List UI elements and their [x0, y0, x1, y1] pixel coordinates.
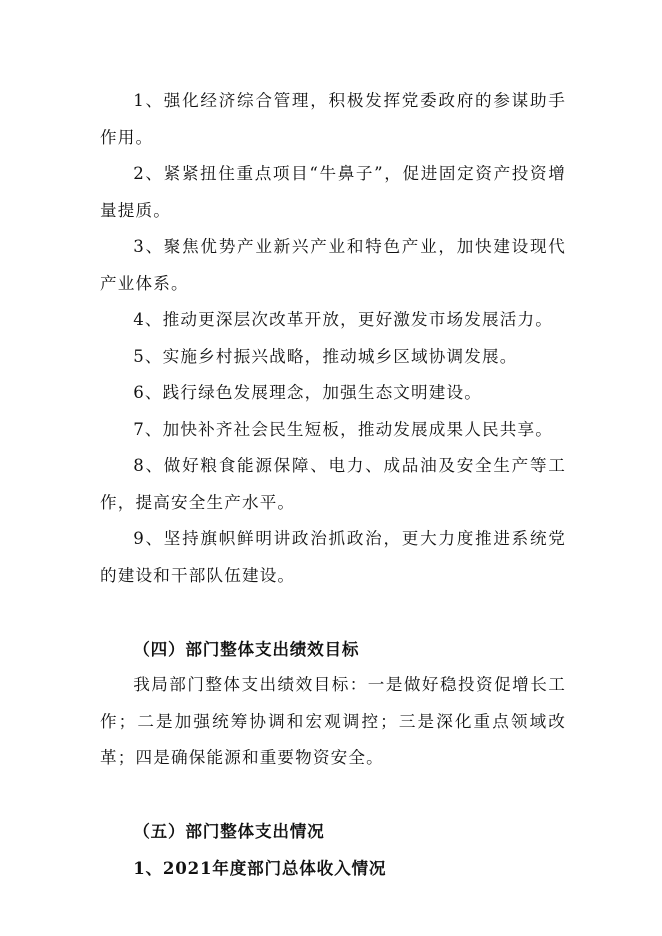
- section-heading-expenditure: （五）部门整体支出情况: [133, 821, 325, 841]
- list-item: 7、加快补齐社会民生短板，推动发展成果人民共享。: [133, 419, 553, 439]
- list-item: 4、推动更深层次改革开放，更好激发市场发展活力。: [133, 310, 553, 329]
- section-heading-performance-goals: （四）部门整体支出绩效目标: [133, 638, 360, 659]
- list-item: 6、践行绿色发展理念，加强生态文明建设。: [133, 383, 483, 402]
- list-item: 9、坚持旗帜鲜明讲政治抓政治，更大力度推进系统党的建设和干部队伍建设。: [100, 529, 566, 585]
- subsection-heading-income: 1、2021年度部门总体收入情况: [133, 857, 387, 878]
- list-item: 3、聚焦优势产业新兴产业和特色产业，加快建设现代产业体系。: [100, 237, 566, 293]
- list-item: 5、实施乡村振兴战略，推动城乡区域协调发展。: [133, 346, 518, 366]
- document-body: [100, 83, 566, 886]
- list-item: 8、做好粮食能源保障、电力、成品油及安全生产等工作，提高安全生产水平。: [100, 456, 566, 512]
- list-item: 2、紧紧扭住重点项目“牛鼻子”，促进固定资产投资增量提质。: [100, 164, 566, 220]
- list-item: 1、强化经济综合管理，积极发挥党委政府的参谋助手作用。: [100, 91, 566, 147]
- spacer: [100, 594, 566, 631]
- spacer: [100, 777, 566, 814]
- section-body-performance-goals: 我局部门整体支出绩效目标：一是做好稳投资促增长工作；二是加强统筹协调和宏观调控；三是深化重点领域改革；四是确保能源和重要物资安全。: [100, 675, 566, 767]
